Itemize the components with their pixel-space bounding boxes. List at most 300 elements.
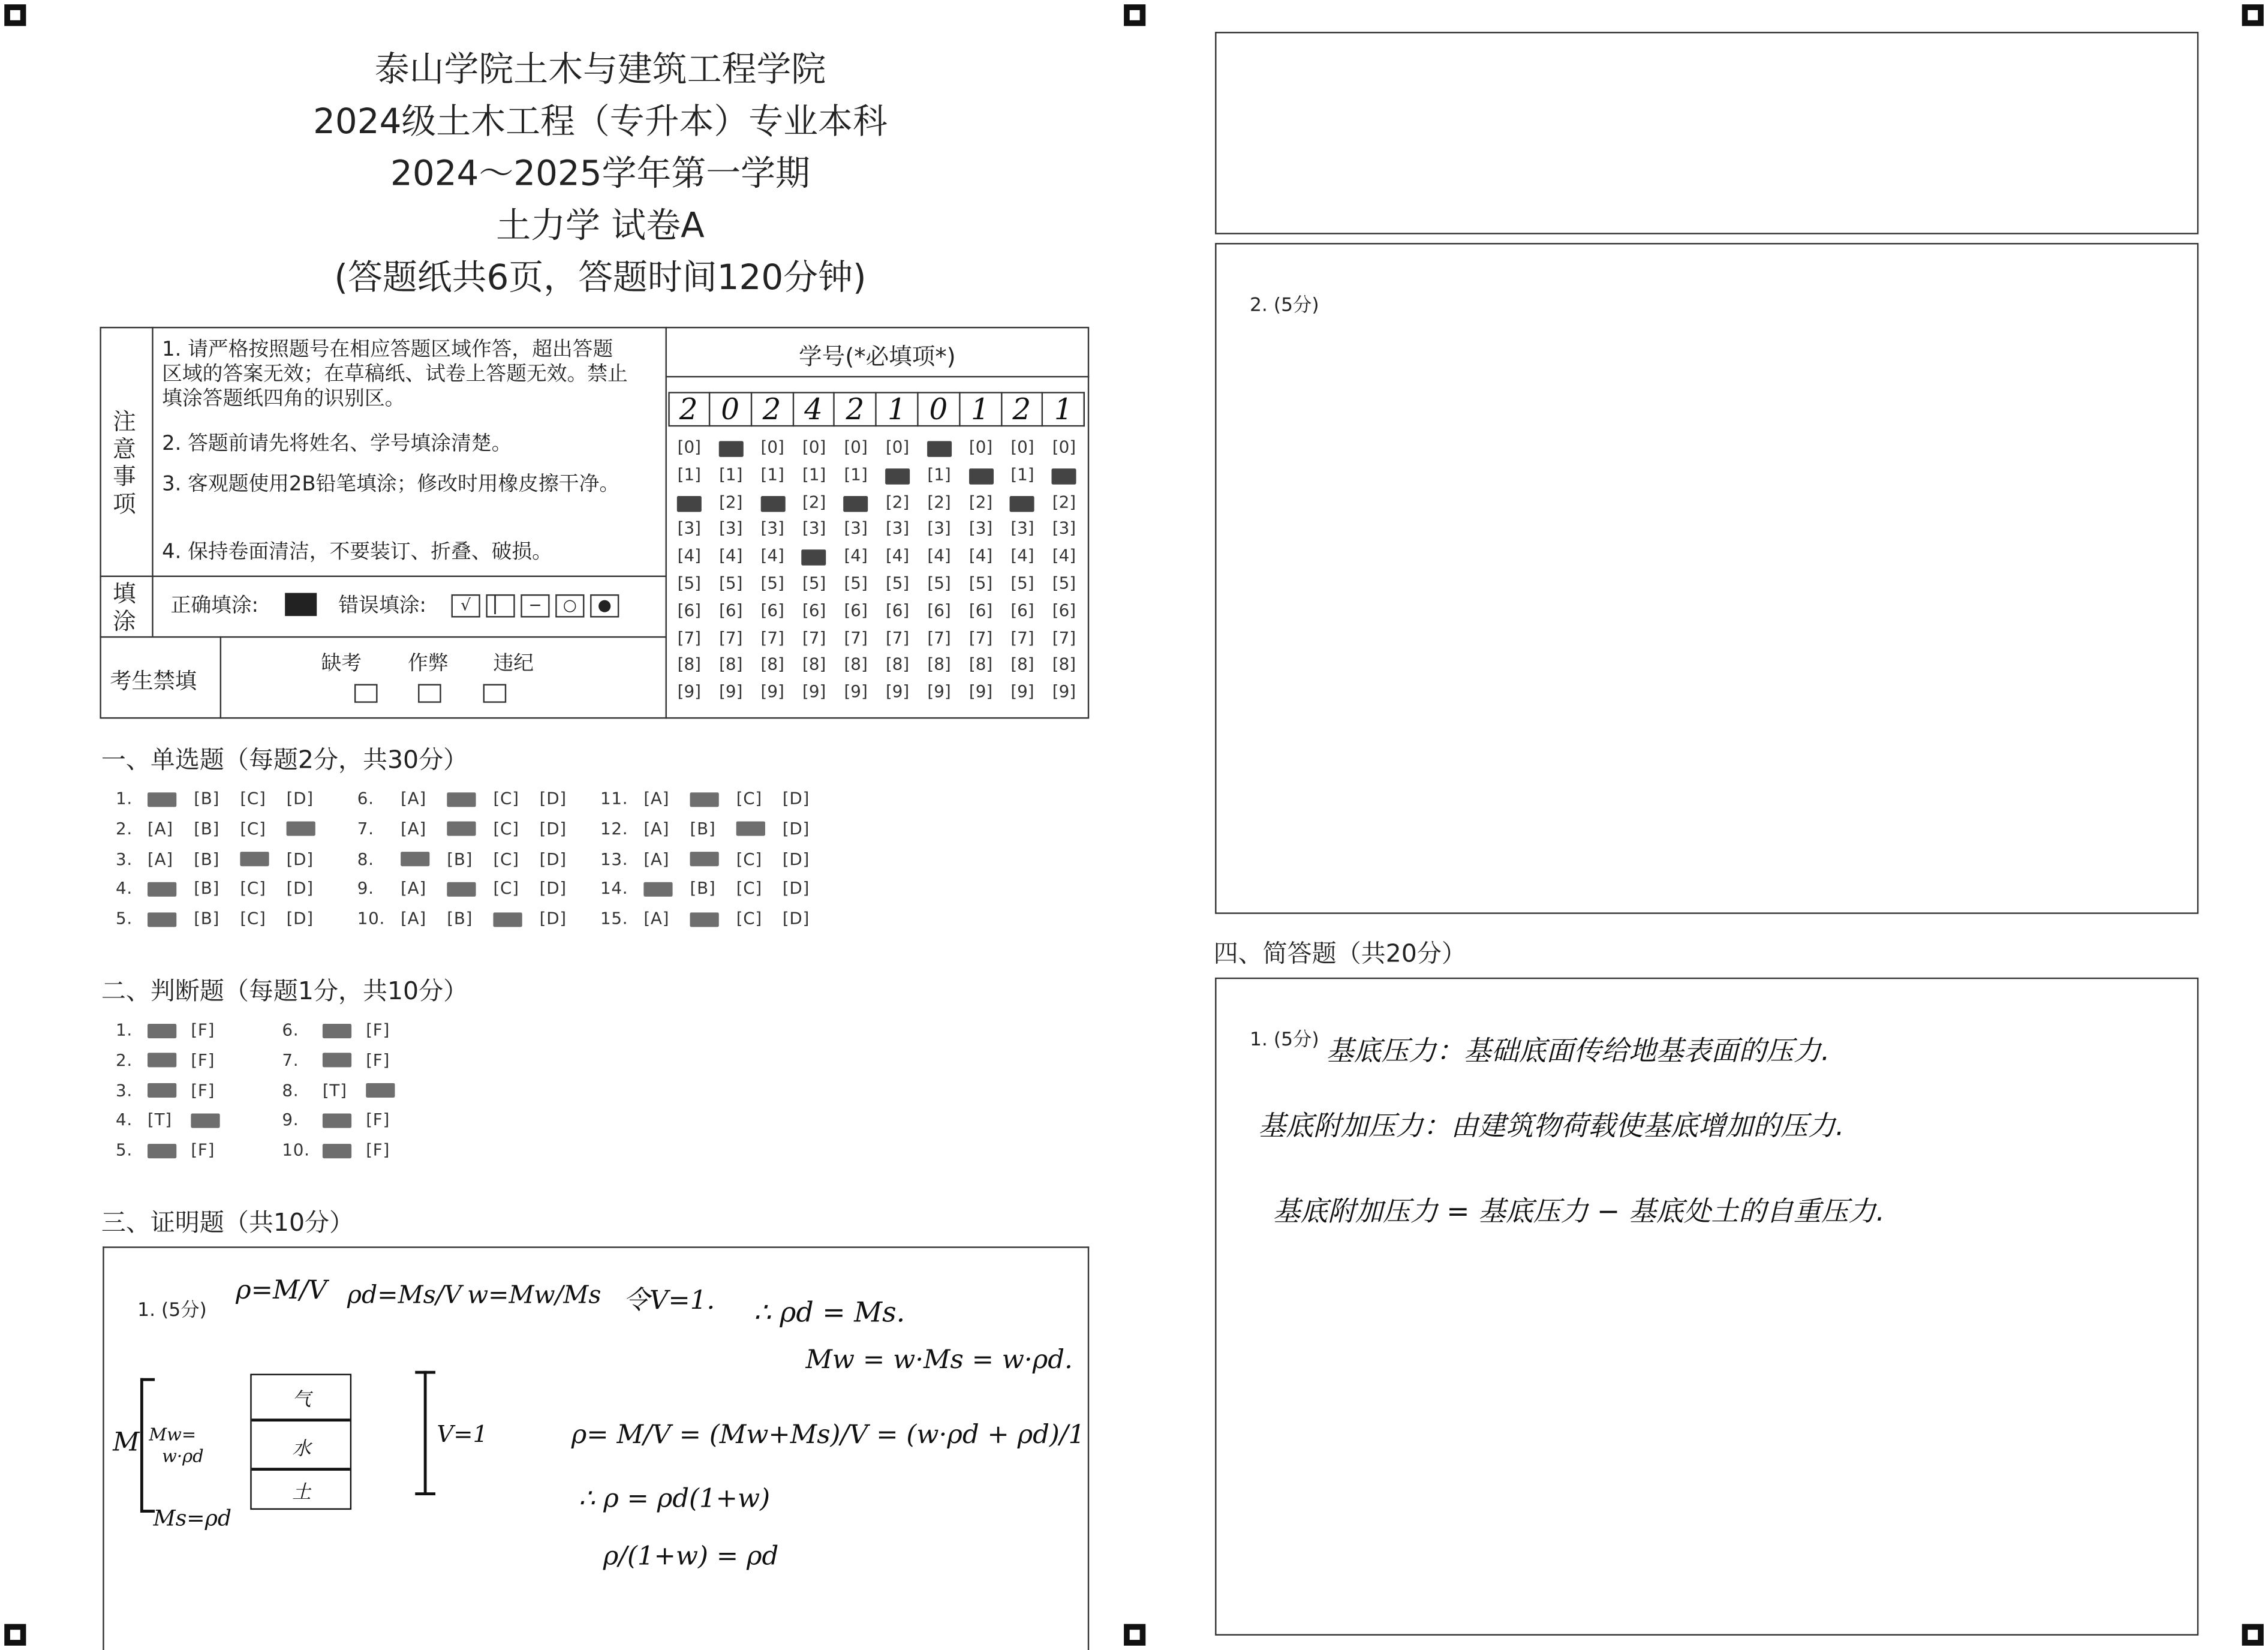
student-id-bubble[interactable]: [0]: [760, 437, 784, 457]
option-c[interactable]: [C]: [736, 848, 762, 869]
student-id-bubble[interactable]: [6]: [677, 600, 701, 620]
option-f[interactable]: [F]: [191, 1080, 215, 1100]
student-id-bubble[interactable]: [4]: [968, 545, 993, 566]
student-id-bubble[interactable]: [8]: [885, 654, 910, 675]
option-f[interactable]: [191, 1110, 234, 1130]
option-b[interactable]: [690, 788, 736, 809]
option-b[interactable]: [B]: [447, 908, 473, 929]
option-c[interactable]: [C]: [736, 788, 762, 809]
option-a[interactable]: [401, 848, 447, 868]
wrong-mark-check: √: [452, 594, 480, 617]
short-answer-line-3: 基底附加压力 = 基底压力 − 基底处土的自重压力.: [1273, 1195, 1885, 1228]
student-id-bubble[interactable]: [7]: [885, 627, 910, 648]
option-a[interactable]: [148, 909, 194, 929]
student-id-bubble[interactable]: [0]: [1052, 437, 1076, 457]
student-id-bubble[interactable]: [8]: [760, 654, 784, 675]
student-id-bubble[interactable]: [4]: [885, 545, 910, 566]
student-id-bubble[interactable]: [3]: [927, 518, 951, 539]
option-b[interactable]: [B]: [194, 788, 220, 809]
proof-derivation-2: ∴ ρ = ρd(1+w): [578, 1483, 771, 1514]
student-id-bubble[interactable]: [7]: [719, 627, 743, 648]
option-t[interactable]: [148, 1080, 191, 1100]
student-id-bubble[interactable]: [1]: [719, 464, 743, 485]
option-a[interactable]: [A]: [401, 908, 426, 929]
student-id-bubble[interactable]: [5]: [802, 572, 826, 593]
school-title: 泰山学院土木与建筑工程学院: [374, 49, 826, 90]
student-id-bubble[interactable]: [2]: [1052, 491, 1076, 512]
question-number: 4.: [115, 1110, 133, 1130]
student-id-bubble[interactable]: [8]: [802, 654, 826, 675]
student-id-bubble[interactable]: [960, 464, 1002, 484]
student-id-bubble[interactable]: [4]: [1052, 545, 1076, 566]
option-c[interactable]: [C]: [493, 788, 519, 809]
question-number: 15.: [600, 908, 628, 929]
student-id-bubble[interactable]: [2]: [885, 491, 910, 512]
correct-fill-label: 正确填涂:: [170, 594, 259, 618]
student-id-bubble[interactable]: [3]: [885, 518, 910, 539]
phase-soil: 土: [292, 1482, 311, 1504]
option-a[interactable]: [A]: [148, 818, 173, 838]
diagram-v-label: V=1: [437, 1420, 488, 1448]
single-choice-item[interactable]: [600, 878, 829, 898]
exam-subtitle: (答题纸共6页，答题时间120分钟): [334, 257, 867, 298]
notice-item-2: 2. 答题前请先将姓名、学号填涂清楚。: [162, 432, 512, 456]
student-id-bubble[interactable]: [710, 437, 752, 457]
option-t[interactable]: [323, 1110, 366, 1130]
short-answer-box: [1215, 978, 2198, 1636]
student-id-bubble[interactable]: [9]: [927, 681, 951, 702]
question-number: 2.: [115, 818, 133, 838]
student-id-bubble[interactable]: [8]: [677, 654, 701, 675]
option-d[interactable]: [287, 818, 333, 838]
wrong-mark-circle: ○: [555, 594, 584, 617]
option-f[interactable]: [F]: [366, 1110, 390, 1130]
student-id-bubble[interactable]: [4]: [1010, 545, 1034, 566]
option-a[interactable]: [148, 788, 194, 809]
option-t[interactable]: [148, 1140, 191, 1160]
major-title: 2024级土木工程（专升本）专业本科: [313, 101, 888, 142]
option-d[interactable]: [D]: [782, 878, 810, 899]
option-f[interactable]: [F]: [191, 1049, 215, 1070]
single-choice-item[interactable]: [600, 788, 829, 809]
student-id-bubble[interactable]: [0]: [844, 437, 868, 457]
option-d[interactable]: [D]: [286, 848, 314, 869]
option-a[interactable]: [A]: [643, 848, 670, 869]
diagram-mw-value: w·ρd: [162, 1446, 204, 1466]
true-false-item[interactable]: [116, 1020, 234, 1040]
proof-water-content: w=Mw/Ms: [467, 1281, 601, 1311]
option-f[interactable]: [F]: [191, 1140, 215, 1161]
student-id-bubble[interactable]: [3]: [968, 518, 993, 539]
question-number: 13.: [600, 848, 628, 869]
option-c[interactable]: [C]: [240, 878, 266, 899]
option-f[interactable]: [F]: [366, 1049, 390, 1070]
option-t[interactable]: [148, 1020, 191, 1040]
student-id-bubble[interactable]: [877, 464, 919, 484]
option-c[interactable]: [C]: [736, 878, 762, 899]
student-id-bubble[interactable]: [9]: [719, 681, 743, 702]
option-c[interactable]: [C]: [493, 878, 519, 899]
option-f[interactable]: [F]: [366, 1140, 390, 1161]
section-true-false: 二、判断题（每题1分，共10分）: [101, 977, 468, 1007]
single-choice-item[interactable]: [116, 848, 333, 868]
option-t[interactable]: [T]: [148, 1110, 172, 1130]
answer-box-top: [1215, 32, 2198, 235]
option-a[interactable]: [A]: [401, 818, 426, 838]
student-id-bubble[interactable]: [1]: [927, 464, 951, 485]
question-number: 12.: [600, 818, 628, 838]
option-b[interactable]: [447, 818, 493, 838]
student-id-bubble[interactable]: [7]: [844, 627, 868, 648]
student-id-bubble[interactable]: [9]: [885, 681, 910, 702]
short-q1-label: 1. (5分): [1249, 1029, 1319, 1051]
question-number: 2.: [115, 1049, 133, 1070]
option-b[interactable]: [447, 788, 493, 809]
student-id-bubble[interactable]: [0]: [968, 437, 993, 457]
option-c[interactable]: [C]: [736, 908, 762, 929]
student-id-bubble[interactable]: [1]: [844, 464, 868, 485]
option-d[interactable]: [D]: [539, 878, 567, 899]
proof-q2-label: 2. (5分): [1249, 294, 1319, 317]
student-id-digit: 2: [751, 392, 793, 426]
student-id-label: 学号(*必填项*): [799, 342, 956, 371]
student-id-bubble[interactable]: [2]: [802, 491, 826, 512]
proof-therefore-rhod: ∴ ρd = Ms.: [753, 1297, 906, 1329]
student-id-bubble[interactable]: [4]: [927, 545, 951, 566]
student-id-bubble[interactable]: [6]: [802, 600, 826, 620]
section-single-choice: 一、单选题（每题2分，共30分）: [101, 746, 468, 776]
student-id-bubble[interactable]: [6]: [968, 600, 993, 620]
student-id-digit: 4: [793, 392, 835, 426]
question-number: 3.: [115, 848, 133, 869]
student-id-bubble[interactable]: [5]: [968, 572, 993, 593]
student-id-bubble[interactable]: [3]: [677, 518, 701, 539]
option-c[interactable]: [C]: [240, 908, 266, 929]
wrong-mark-dash: −: [521, 594, 549, 617]
notice-item-3: 3. 客观题使用2B铅笔填涂；修改时用橡皮擦干净。: [162, 473, 620, 496]
student-id-bubble[interactable]: [3]: [1010, 518, 1034, 539]
correct-fill-sample: [285, 593, 317, 617]
option-f[interactable]: [F]: [191, 1019, 215, 1040]
cheat-checkbox[interactable]: [418, 684, 441, 702]
student-id-bubble[interactable]: [2]: [927, 491, 951, 512]
wrong-mark-bar: ▏: [486, 594, 515, 617]
option-t[interactable]: [323, 1140, 366, 1160]
option-a[interactable]: [A]: [401, 788, 426, 809]
corner-marker-bottom-center: [1124, 1624, 1145, 1646]
option-c[interactable]: [240, 848, 286, 868]
true-false-item[interactable]: [282, 1140, 409, 1160]
phase-water: 水: [292, 1438, 311, 1461]
true-false-item[interactable]: [282, 1050, 409, 1070]
student-id-bubble[interactable]: [5]: [1010, 572, 1034, 593]
student-id-bubble[interactable]: [751, 491, 793, 512]
option-a[interactable]: [A]: [401, 878, 426, 899]
student-id-bubble[interactable]: [1]: [802, 464, 826, 485]
question-number: 6.: [357, 788, 374, 809]
student-id-bubble[interactable]: [4]: [677, 545, 701, 566]
option-t[interactable]: [148, 1050, 191, 1070]
absent-checkbox[interactable]: [354, 684, 378, 702]
student-id-bubble[interactable]: [0]: [802, 437, 826, 457]
single-choice-item[interactable]: [357, 878, 586, 898]
question-number: 7.: [282, 1049, 299, 1070]
violation-label: 违纪: [493, 652, 534, 675]
single-choice-item[interactable]: [357, 788, 586, 809]
option-b[interactable]: [B]: [447, 848, 473, 869]
true-false-item[interactable]: [116, 1140, 234, 1160]
student-id-bubble[interactable]: [7]: [968, 627, 993, 648]
option-b[interactable]: [B]: [194, 908, 220, 929]
student-id-digit: 2: [1001, 392, 1043, 426]
student-id-bubble[interactable]: [0]: [1010, 437, 1034, 457]
true-false-item[interactable]: [116, 1050, 234, 1070]
option-d[interactable]: [D]: [286, 908, 314, 929]
student-id-bubble[interactable]: [9]: [1052, 681, 1076, 702]
corner-marker-top-left: [4, 4, 26, 26]
violation-checkbox[interactable]: [483, 684, 507, 702]
student-id-bubble[interactable]: [4]: [719, 545, 743, 566]
student-id-bubble[interactable]: [7]: [927, 627, 951, 648]
question-number: 14.: [600, 878, 628, 899]
true-false-item[interactable]: [282, 1080, 409, 1100]
student-id-bubble[interactable]: [5]: [844, 572, 868, 593]
option-t[interactable]: [323, 1020, 366, 1040]
student-id-bubble[interactable]: [7]: [677, 627, 701, 648]
notice-item-4: 4. 保持卷面清洁，不要装订、折叠、破损。: [162, 540, 552, 564]
true-false-item[interactable]: [116, 1110, 234, 1130]
student-id-bubble[interactable]: [1]: [677, 464, 701, 485]
student-id-bubble[interactable]: [668, 491, 710, 512]
student-id-bubble[interactable]: [6]: [760, 600, 784, 620]
option-d[interactable]: [D]: [286, 788, 314, 809]
option-t[interactable]: [T]: [322, 1080, 347, 1100]
option-f[interactable]: [366, 1080, 409, 1100]
student-id-bubble[interactable]: [3]: [802, 518, 826, 539]
option-d[interactable]: [D]: [782, 818, 810, 838]
student-id-bubble[interactable]: [4]: [760, 545, 784, 566]
option-b[interactable]: [B]: [194, 878, 220, 899]
option-a[interactable]: [643, 878, 690, 898]
option-c[interactable]: [C]: [493, 818, 519, 838]
diagram-ms-label: Ms=ρd: [153, 1505, 232, 1532]
option-d[interactable]: [D]: [782, 908, 810, 929]
corner-marker-bottom-left: [4, 1624, 26, 1646]
student-id-bubble[interactable]: [1043, 464, 1085, 484]
option-b[interactable]: [B]: [194, 818, 220, 838]
proof-dry-density: ρd=Ms/V: [347, 1281, 462, 1311]
proof-mw: Mw = w·Ms = w·ρd.: [805, 1345, 1073, 1375]
option-a[interactable]: [A]: [148, 848, 173, 869]
single-choice-item[interactable]: [116, 788, 333, 809]
option-d[interactable]: [D]: [539, 908, 567, 929]
question-number: 10.: [357, 908, 386, 929]
student-id-bubble[interactable]: [5]: [760, 572, 784, 593]
option-t[interactable]: [323, 1050, 366, 1070]
option-d[interactable]: [D]: [782, 848, 810, 869]
cheat-label: 作弊: [408, 652, 449, 675]
true-false-item[interactable]: [116, 1080, 234, 1100]
student-id-digit: 0: [710, 392, 752, 426]
question-number: 9.: [282, 1110, 299, 1130]
student-id-bubble[interactable]: [5]: [719, 572, 743, 593]
single-choice-item[interactable]: [116, 818, 333, 838]
single-choice-item[interactable]: [116, 909, 333, 929]
option-d[interactable]: [D]: [286, 878, 314, 899]
question-number: 7.: [357, 818, 374, 838]
question-number: 5.: [115, 908, 133, 929]
option-c[interactable]: [493, 909, 539, 929]
student-id-bubble[interactable]: [7]: [760, 627, 784, 648]
student-id-bubble[interactable]: [9]: [968, 681, 993, 702]
student-id-bubble[interactable]: [3]: [760, 518, 784, 539]
option-a[interactable]: [A]: [643, 788, 670, 809]
student-id-bubble[interactable]: [6]: [719, 600, 743, 620]
student-id-bubble[interactable]: [835, 491, 877, 512]
student-id-bubble[interactable]: [5]: [885, 572, 910, 593]
single-choice-item[interactable]: [116, 878, 333, 898]
student-id-bubble[interactable]: [4]: [844, 545, 868, 566]
student-id-bubble[interactable]: [3]: [1052, 518, 1076, 539]
student-id-bubble[interactable]: [793, 545, 835, 566]
student-id-bubble[interactable]: [5]: [1052, 572, 1076, 593]
student-id-bubble[interactable]: [9]: [1010, 681, 1034, 702]
wrong-mark-dot: ●: [590, 594, 619, 617]
student-id-bubble[interactable]: [7]: [1052, 627, 1076, 648]
option-f[interactable]: [F]: [366, 1019, 390, 1040]
student-id-bubble[interactable]: [8]: [844, 654, 868, 675]
student-id-bubble[interactable]: [8]: [1010, 654, 1034, 675]
student-id-digit: 2: [835, 392, 877, 426]
short-answer-line-2: 基底附加压力：由建筑物荷载使基底增加的压力.: [1258, 1110, 1845, 1143]
student-id-bubble[interactable]: [6]: [927, 600, 951, 620]
student-id-digit: 1: [877, 392, 919, 426]
option-a[interactable]: [148, 878, 194, 898]
student-id-bubble[interactable]: [5]: [927, 572, 951, 593]
student-id-bubble[interactable]: [1001, 491, 1043, 512]
question-number: 8.: [282, 1080, 299, 1100]
question-number: 9.: [357, 878, 374, 899]
exam-status-label: 考生禁填: [110, 668, 197, 695]
student-id-bubble[interactable]: [7]: [802, 627, 826, 648]
option-b[interactable]: [447, 878, 493, 898]
student-id-bubble[interactable]: [3]: [844, 518, 868, 539]
student-id-bubble[interactable]: [918, 437, 960, 457]
student-id-bubble[interactable]: [8]: [719, 654, 743, 675]
student-id-bubble[interactable]: [9]: [802, 681, 826, 702]
student-id-bubble[interactable]: [8]: [1052, 654, 1076, 675]
question-number: 4.: [115, 878, 133, 899]
option-d[interactable]: [D]: [782, 788, 810, 809]
section-short-answer: 四、简答题（共20分）: [1213, 940, 1466, 969]
student-id-bubble[interactable]: [9]: [760, 681, 784, 702]
phase-diagram: [250, 1374, 351, 1510]
option-b[interactable]: [690, 848, 736, 868]
proof-let-v: 令V=1.: [623, 1285, 715, 1317]
phase-air: 气: [292, 1390, 311, 1412]
corner-marker-bottom-right: [2242, 1624, 2264, 1646]
student-id-bubble[interactable]: [2]: [968, 491, 993, 512]
diagram-mw-label: Mw=: [149, 1424, 197, 1445]
proof-question-label: 1. (5分): [137, 1300, 207, 1322]
single-choice-item[interactable]: [600, 818, 829, 838]
question-number: 10.: [282, 1140, 310, 1161]
corner-marker-top-center: [1124, 4, 1145, 26]
option-b[interactable]: [B]: [690, 818, 716, 838]
student-id-bubble[interactable]: [5]: [677, 572, 701, 593]
question-number: 8.: [357, 848, 374, 869]
student-id-digit: 1: [960, 392, 1002, 426]
student-id-bubble[interactable]: [6]: [1010, 600, 1034, 620]
student-id-digit: 2: [668, 392, 710, 426]
single-choice-item[interactable]: [600, 848, 829, 868]
option-b[interactable]: [690, 909, 736, 929]
question-number: 6.: [282, 1019, 299, 1040]
student-id-bubble[interactable]: [6]: [844, 600, 868, 620]
student-id-bubble[interactable]: [6]: [885, 600, 910, 620]
option-a[interactable]: [A]: [643, 818, 670, 838]
question-number: 1.: [115, 1019, 133, 1040]
wrong-fill-samples: [452, 590, 625, 618]
student-id-bubble[interactable]: [0]: [677, 437, 701, 457]
single-choice-item[interactable]: [357, 909, 586, 929]
student-id-bubble[interactable]: [8]: [927, 654, 951, 675]
student-id-digit: 1: [1043, 392, 1085, 426]
student-id-bubble[interactable]: [7]: [1010, 627, 1034, 648]
option-d[interactable]: [D]: [539, 788, 567, 809]
option-b[interactable]: [B]: [690, 878, 716, 899]
single-choice-item[interactable]: [600, 909, 829, 929]
proof-q2-answer-box: [1215, 243, 2198, 914]
student-id-bubble[interactable]: [9]: [844, 681, 868, 702]
option-b[interactable]: [B]: [194, 848, 220, 869]
single-choice-item[interactable]: [357, 818, 586, 838]
fill-label: 填涂: [113, 579, 136, 635]
option-d[interactable]: [D]: [539, 818, 567, 838]
student-id-bubble[interactable]: [3]: [719, 518, 743, 539]
notice-item-1: 1. 请严格按照题号在相应答题区域作答，超出答题区域的答案无效；在草稿纸、试卷上答题无效。禁止填涂答题纸四角的识别区。: [162, 338, 628, 411]
option-c[interactable]: [C]: [493, 848, 519, 869]
proof-derivation-3: ρ/(1+w) = ρd: [603, 1541, 779, 1572]
student-id-bubble[interactable]: [1]: [1010, 464, 1034, 485]
short-answer-line-1: 基底压力：基础底面传给地基表面的压力.: [1326, 1035, 1830, 1068]
student-id-bubble[interactable]: [8]: [968, 654, 993, 675]
question-number: 11.: [600, 788, 628, 809]
question-number: 1.: [115, 788, 133, 809]
student-id-digit: 0: [918, 392, 960, 426]
true-false-item[interactable]: [282, 1020, 409, 1040]
student-id-bubble[interactable]: [1]: [760, 464, 784, 485]
exam-title: 土力学 试卷A: [496, 205, 705, 246]
student-id-bubble[interactable]: [0]: [885, 437, 910, 457]
student-id-bubble[interactable]: [9]: [677, 681, 701, 702]
single-choice-item[interactable]: [357, 848, 586, 868]
absent-label: 缺考: [321, 652, 362, 675]
student-id-bubble[interactable]: [6]: [1052, 600, 1076, 620]
option-c[interactable]: [C]: [240, 818, 266, 838]
proof-derivation-1: ρ= M/V = (Mw+Ms)/V = (w·ρd + ρd)/1: [571, 1420, 1085, 1451]
option-d[interactable]: [D]: [539, 848, 567, 869]
true-false-item[interactable]: [282, 1110, 409, 1130]
option-c[interactable]: [736, 818, 783, 838]
option-a[interactable]: [A]: [643, 908, 670, 929]
proof-density: ρ=M/V: [236, 1275, 327, 1306]
student-id-bubble[interactable]: [2]: [719, 491, 743, 512]
corner-marker-top-right: [2242, 4, 2264, 26]
option-c[interactable]: [C]: [240, 788, 266, 809]
diagram-m-label: M: [113, 1427, 140, 1458]
section-proof: 三、证明题（共10分）: [101, 1209, 354, 1238]
